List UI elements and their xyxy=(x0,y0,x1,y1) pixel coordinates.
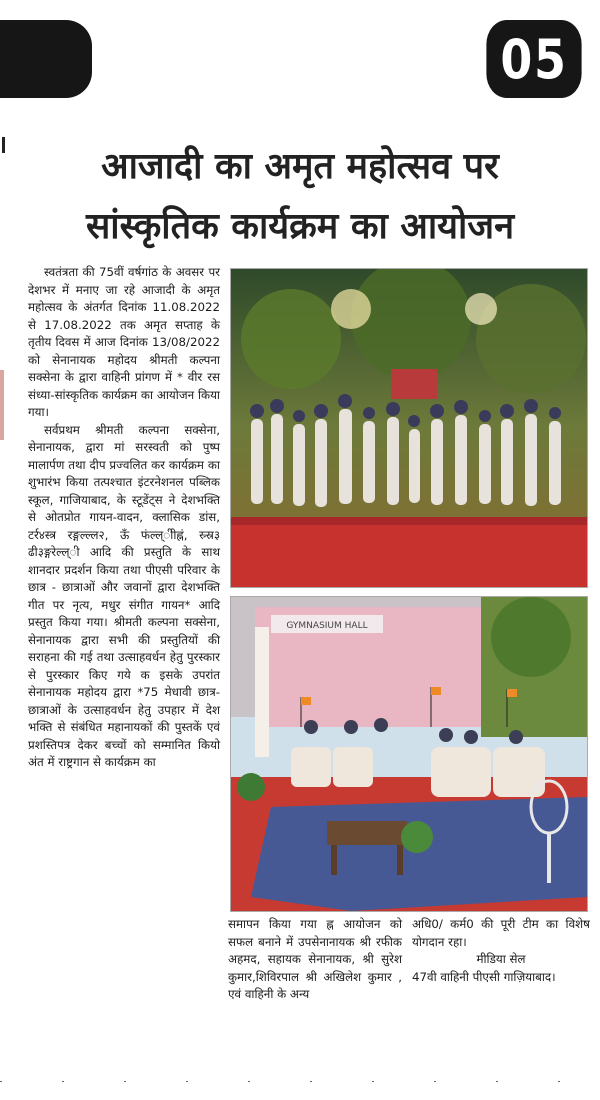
article-column-2-text: समापन किया गया ह्न आयोजन को सफल बनाने में उपसेनानायक श्री रफीक अहमद, सहायक सेनानायक, श्री सुरेश कुमार,शिविरपाल श्री अखिलेश कुमार , एवं वाहिनी के अन्य xyxy=(228,917,402,1001)
group-photo-illustration xyxy=(231,269,587,587)
article-column-3-text: अधि0/ कर्म0 की पूरी टीम का विशेष योगदान रहा। xyxy=(412,917,590,949)
headline-line-1: आजादी का अमृत महोत्सव पर xyxy=(101,146,499,187)
event-photo xyxy=(230,596,588,912)
article-paragraph-2: सर्वप्रथम श्रीमती कल्पना सक्सेना, सेनानायक, द्वारा मां सरस्वती को पुष्प मालार्पण तथा दीप प्रज्वलित कर कार्यक्रम का शुभारंभ किया तत्पश्चात इंटरनेशनल पब्लिक स्कूल, गाजियाबाद, के स्टूडेंट्स ने देशभक्ति से ओतप्रोत गायन-वादन, क्लासिक डांस, टर्र४स्त्र रङ्गल्ल्ल२, ऊँ फंल्ल्ीीह्नं, स्र्स्र३ ढी३ङ्गरेल्ल्ी आदि की प्रस्तुति के साथ शानदार प्रदर्शन किया तथा पीएसी परिवार के छात्र - छात्राओं और जवानों द्वारा देशभक्ति गीत पर नृत्य, मधुर संगीत गायन* आदि प्रस्तुत किया गया। श्रीमती कल्पना सक्सेना, सेनानायक द्वारा सभी की प्रस्तुतियों की सराहना की गई तथा उत्साहवर्धन हेतु पुरस्कार से पुरस्कार किए गये क इसके उपरांत सेनानायक महोदय द्वारा *75 मेधावी छात्र-छात्राओं के उत्साहवर्धन हेतु उपहार में देश भक्ति से संबंधित महानायकों की पुस्तकें एवं प्रशस्तिपत्र देकर बच्चों को सम्मानित कियो अंत में राष्ट्रगान से कार्यक्रम का xyxy=(28,422,220,769)
signoff-line-1: मीडिया सेल xyxy=(476,952,526,966)
article-column-3 xyxy=(412,916,590,986)
header-black-tab xyxy=(0,20,92,98)
article-column-2 xyxy=(228,916,402,1004)
article-column-1 xyxy=(28,264,220,772)
left-edge-mark xyxy=(0,370,4,440)
signoff-line-2: 47वी वाहिनी पीएसी गाज़ियाबाद। xyxy=(412,969,556,984)
gymnasium-hall-sign: GYMNASIUM HALL xyxy=(286,621,368,631)
event-photo-illustration xyxy=(231,597,587,911)
page-number: 05 xyxy=(486,20,581,98)
bottom-decorative-rule xyxy=(0,1080,600,1082)
group-photo xyxy=(230,268,588,588)
article-paragraph-1: स्वतंत्रता की 75वीं वर्षगांठ के अवसर पर देशभर में मनाए जा रहे आजादी के अमृत महोत्सव के अंतर्गत दिनांक 11.08.2022 से 17.08.2022 तक अमृत सप्ताह के तृतीय दिवस में आज दिनांक 13/08/2022 को सेनानायक महोदय श्रीमती कल्पना सक्सेना के द्वारा वाहिनी प्रांगण में * वीर रस संध्या-सांस्कृतिक कार्यक्रम का आयोजन किया गया। xyxy=(28,265,220,419)
headline-line-2: सांस्कृतिक कार्यक्रम का आयोजन xyxy=(85,206,515,247)
